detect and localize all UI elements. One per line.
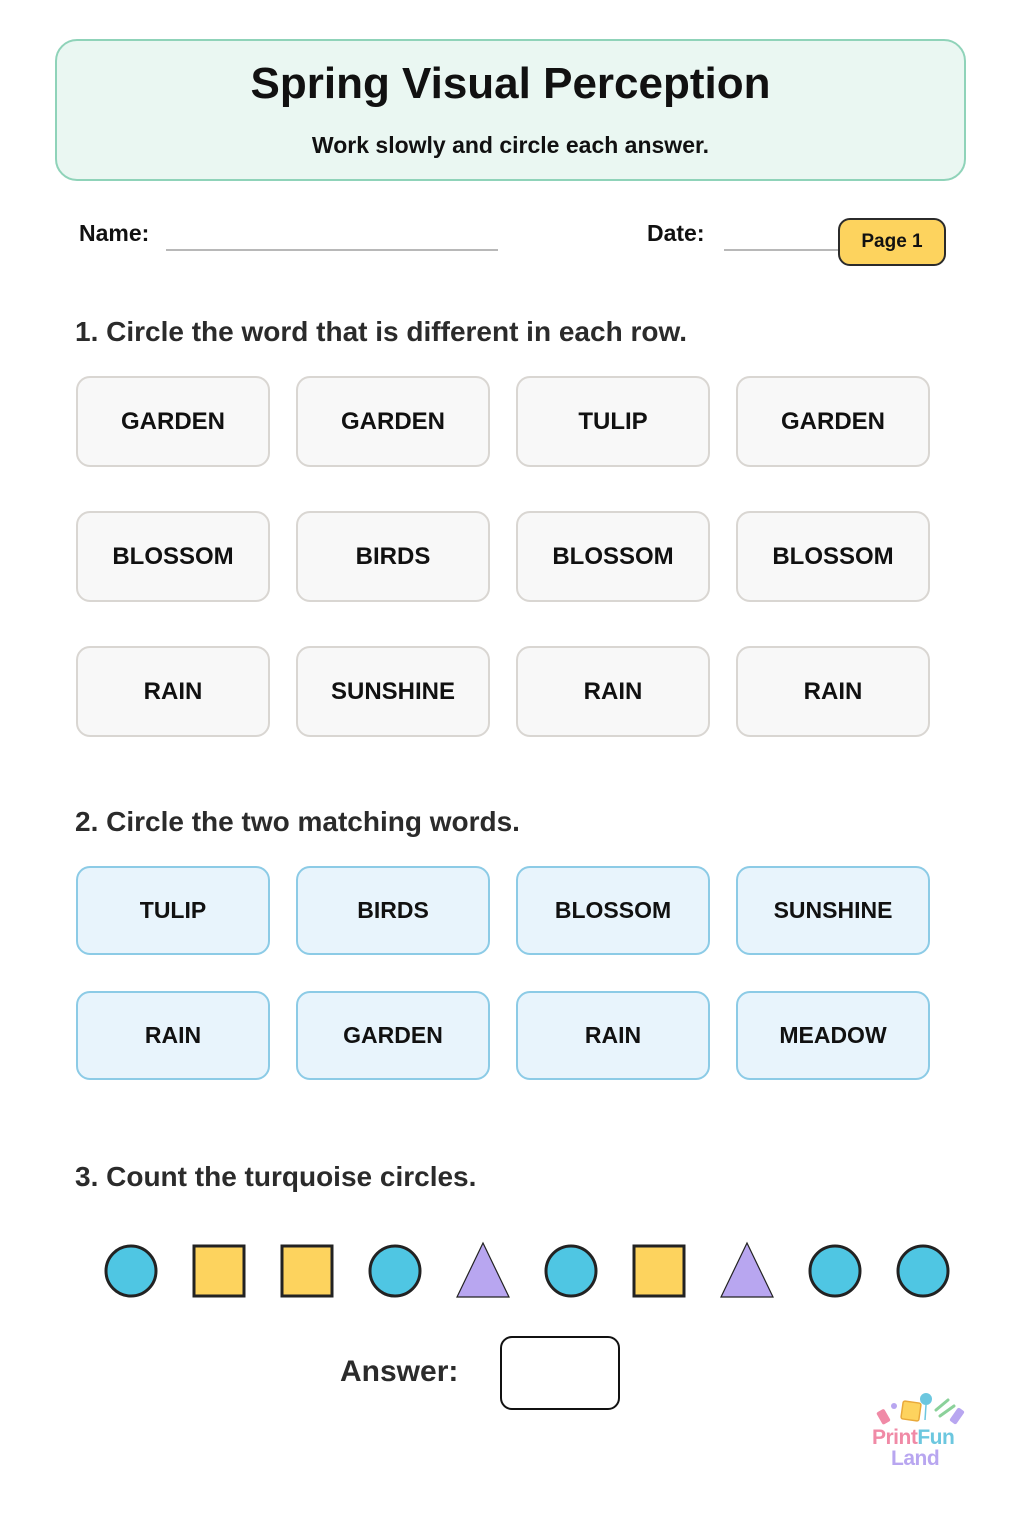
word-box[interactable]: RAIN bbox=[736, 646, 930, 737]
title-banner bbox=[55, 39, 966, 181]
answer-label: Answer: bbox=[340, 1355, 459, 1388]
word-box[interactable]: SUNSHINE bbox=[296, 646, 490, 737]
page-subtitle: Work slowly and circle each answer. bbox=[311, 132, 710, 158]
circle-shape bbox=[106, 1246, 156, 1296]
word-box[interactable]: SUNSHINE bbox=[736, 866, 930, 955]
square-shape bbox=[194, 1246, 244, 1296]
date-field[interactable] bbox=[724, 249, 840, 251]
word-box[interactable]: GARDEN bbox=[296, 991, 490, 1080]
page-badge: Page 1 bbox=[838, 218, 946, 266]
word-box[interactable]: GARDEN bbox=[736, 376, 930, 467]
name-label: Name: bbox=[79, 220, 150, 246]
word-box[interactable]: GARDEN bbox=[296, 376, 490, 467]
square-shape bbox=[634, 1246, 684, 1296]
logo-icons bbox=[876, 1393, 965, 1425]
circle-shape bbox=[810, 1246, 860, 1296]
word-box[interactable]: MEADOW bbox=[736, 991, 930, 1080]
word-box[interactable]: BLOSSOM bbox=[736, 511, 930, 602]
word-box[interactable]: BIRDS bbox=[296, 511, 490, 602]
word-box[interactable]: BLOSSOM bbox=[516, 866, 710, 955]
answer-box[interactable] bbox=[500, 1336, 620, 1410]
word-box[interactable]: BIRDS bbox=[296, 866, 490, 955]
page-title: Spring Visual Perception bbox=[250, 59, 771, 108]
logo-fun-text: Fun bbox=[917, 1426, 955, 1449]
circle-shape bbox=[546, 1246, 596, 1296]
logo-land-text: Land bbox=[891, 1447, 940, 1470]
word-box[interactable]: RAIN bbox=[516, 646, 710, 737]
word-box[interactable]: BLOSSOM bbox=[76, 511, 270, 602]
circle-shape bbox=[898, 1246, 948, 1296]
section-3-title: 3. Count the turquoise circles. bbox=[75, 1161, 477, 1192]
date-label: Date: bbox=[647, 220, 705, 246]
word-box[interactable]: RAIN bbox=[516, 991, 710, 1080]
word-box[interactable]: RAIN bbox=[76, 991, 270, 1080]
section-2-title: 2. Circle the two matching words. bbox=[75, 806, 520, 837]
triangle-shape bbox=[457, 1243, 509, 1297]
word-box[interactable]: TULIP bbox=[76, 866, 270, 955]
word-box[interactable]: BLOSSOM bbox=[516, 511, 710, 602]
triangle-shape bbox=[721, 1243, 773, 1297]
square-shape bbox=[282, 1246, 332, 1296]
section-1-title: 1. Circle the word that is different in each row. bbox=[75, 316, 687, 347]
name-field[interactable] bbox=[166, 249, 498, 251]
word-box[interactable]: RAIN bbox=[76, 646, 270, 737]
shape-row bbox=[0, 1230, 1024, 1310]
word-box[interactable]: TULIP bbox=[516, 376, 710, 467]
circle-shape bbox=[370, 1246, 420, 1296]
logo-print-text: Print bbox=[872, 1426, 918, 1449]
word-box[interactable]: GARDEN bbox=[76, 376, 270, 467]
